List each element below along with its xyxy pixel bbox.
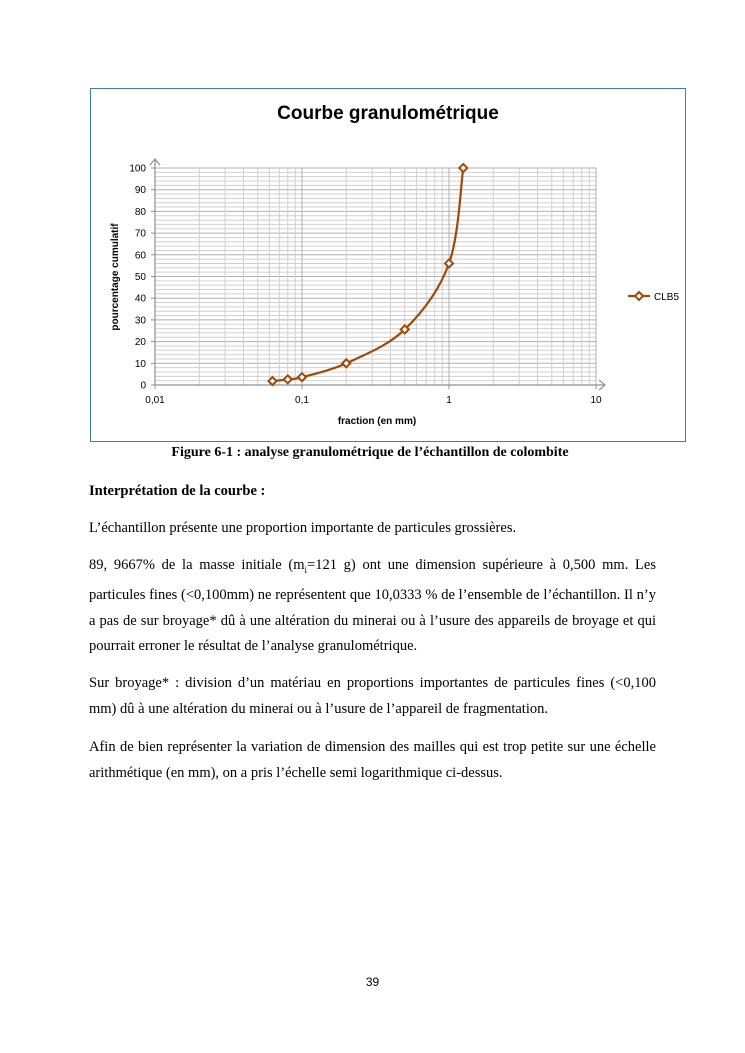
y-tick-label: 60 [134,250,146,262]
paragraph-1: L’échantillon présente une proportion importante de particules grossières. [89,520,517,536]
y-tick-label: 100 [129,163,146,175]
chart-container [90,88,686,442]
y-tick-label: 10 [134,358,146,370]
y-tick-label: 50 [134,272,146,283]
chart-title: Courbe granulométrique [277,103,499,124]
paragraph-2-start: 89, 9667% de la masse initiale (m [89,557,305,573]
granulometry-chart [91,89,685,441]
section-heading: Interprétation de la courbe : [89,483,266,499]
data-point-marker [459,164,467,172]
y-tick-label: 20 [134,337,146,349]
x-tick-label: 0,01 [145,395,165,406]
y-tick-label: 80 [134,206,146,218]
y-tick-label: 40 [134,293,146,305]
data-point-marker [298,373,306,381]
legend-marker-clb5 [635,292,643,300]
page-number: 39 [365,975,380,989]
paragraph-2-subscript: i [304,564,308,575]
y-tick-label: 90 [134,185,146,197]
x-tick-label: 10 [590,395,602,406]
paragraph-2-end: =121 g) ont une dimension supérieure à 0,500 mm. Les particules fines (<0,100mm) ne représentent que 10,0333 % de l’ensemble de l’échantillon. Il n’y a pas de sur broyage* dû à une altération du minerai ou à l’usure des appareils de broyage et qui pourrait erroner le résultat de l’analyse granulométrique. [89,557,656,655]
legend-label-clb5: CLB5 [654,292,680,303]
data-point-marker [342,359,350,367]
y-axis-label: pourcentage cumulatif [110,223,121,331]
data-point-marker [445,259,453,267]
y-tick-label: 0 [140,380,146,392]
x-tick-label: 1 [446,395,452,406]
chart-series [269,164,468,385]
paragraph-2 [89,553,656,660]
x-tick-label: 0,1 [295,395,309,406]
paragraph-3: Sur broyage* : division d’un matériau en proportions importantes de particules fines (<0,100 mm) dû à une altération du minerai ou à l’usure de l’appareil de fragmentation. [89,675,656,717]
y-tick-label: 30 [134,315,146,327]
x-axis-label: fraction (en mm) [337,416,417,427]
figure-caption: Figure 6-1 : analyse granulométrique de l’échantillon de colombite [171,445,569,460]
paragraph-4: Afin de bien représenter la variation de dimension des mailles qui est trop petite sur une échelle arithmétique (en mm), on a pris l’échelle semi logarithmique ci-dessus. [89,739,656,781]
chart-legend [628,292,679,303]
chart-grid [155,168,596,385]
y-tick-label: 70 [134,228,146,240]
